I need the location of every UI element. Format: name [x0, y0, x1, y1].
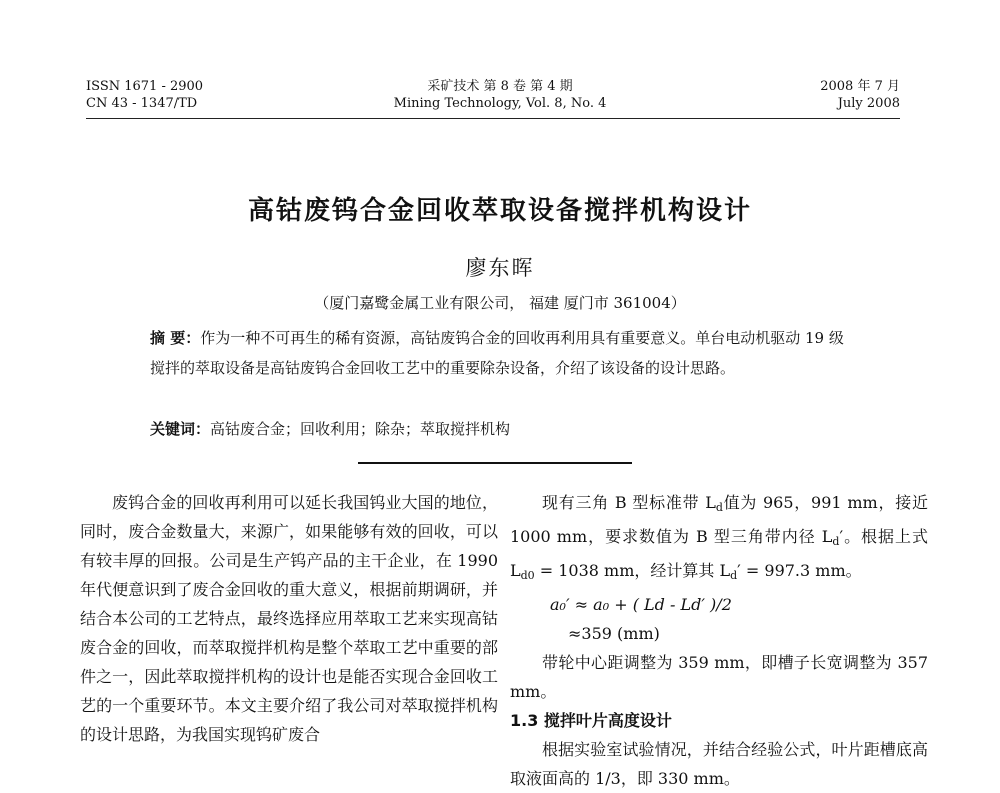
right-column [510, 488, 928, 793]
subscript: d [715, 501, 723, 514]
text-run: ′。根据上式 L [510, 527, 928, 580]
header-center [300, 78, 700, 112]
equation-1: a₀′ ≈ a₀ + ( Ld - Ld′ )/2 [550, 595, 732, 614]
left-column [80, 488, 498, 749]
paper-author: 廖东晖 [465, 256, 535, 280]
body-paragraph: 根据实验室试验情况，并结合经验公式，叶片距槽底高取液面高的 1/3，即 330 mm。 [510, 740, 928, 788]
subscript: d [730, 569, 738, 582]
abstract [150, 323, 850, 383]
body-paragraph [510, 488, 928, 590]
abstract-text: 作为一种不可再生的稀有资源，高钴废钨合金的回收再利用具有重要意义。单台电动机驱动 19 级搅拌的萃取设备是高钴废钨合金回收工艺中的重要除杂设备，介绍了该设备的设计思路。 [150, 329, 844, 377]
paper-affiliation: （厦门嘉鹭金属工业有限公司， 福建 厦门市 361004） [314, 294, 686, 312]
subscript: d0 [520, 569, 535, 582]
text-run: ′ = 997.3 mm。 [737, 561, 862, 580]
section-heading: 1.3 搅拌叶片高度设计 [510, 711, 672, 730]
keywords-text: 高钴废合金；回收利用；除杂；萃取搅拌机构 [210, 420, 511, 438]
cn-label: CN 43 - 1347/TD [86, 96, 198, 111]
date-en: July 2008 [837, 96, 900, 111]
date-cn: 2008 年 7 月 [820, 79, 900, 94]
keywords [150, 414, 850, 444]
body-paragraph: 废钨合金的回收再利用可以延长我国钨业大国的地位，同时，废合金数量大，来源广，如果能够有效的回收，可以有较丰厚的回报。公司是生产钨产品的主干企业，在 1990 年代便意识到了废合金回收的重大意义，根据前期调研，并结合本公司的工艺特点，最终选择应用萃取工艺来实现高钴废合金的回收，而萃取搅拌机构是整个萃取工艺中重要的部件之一，因此萃取搅拌机构的设计也是能否实现合金回收工艺的一个重要环节。本文主要介绍了我公司对萃取搅拌机构的设计思路，为我国实现钨矿废合 [80, 493, 498, 744]
section-divider [358, 462, 632, 464]
issn-label: ISSN 1671 - 2900 [86, 79, 204, 94]
journal-name-en: Mining Technology, Vol. 8, No. 4 [393, 96, 607, 111]
text-run: 值为 965，991 mm，接近 1000 mm，要求数值为 B 型三角带内径 L [510, 493, 928, 546]
subscript: d [832, 535, 840, 548]
journal-name-cn: 采矿技术 第 8 卷 第 4 期 [427, 79, 573, 94]
text-run: 现有三角 B 型标准带 L [542, 493, 716, 512]
text-run: = 1038 mm，经计算其 L [534, 561, 731, 580]
header-left [86, 78, 203, 112]
body-paragraph: 带轮中心距调整为 359 mm，即槽子长宽调整为 357 mm。 [510, 653, 928, 701]
equation-2: ≈359 (mm) [568, 624, 660, 643]
header-rule [86, 118, 900, 119]
keywords-label: 关键词： [150, 420, 211, 438]
header-right [820, 78, 900, 112]
paper-title: 高钴废钨合金回收萃取设备搅拌机构设计 [247, 196, 752, 226]
abstract-label: 摘 要： [150, 329, 201, 347]
